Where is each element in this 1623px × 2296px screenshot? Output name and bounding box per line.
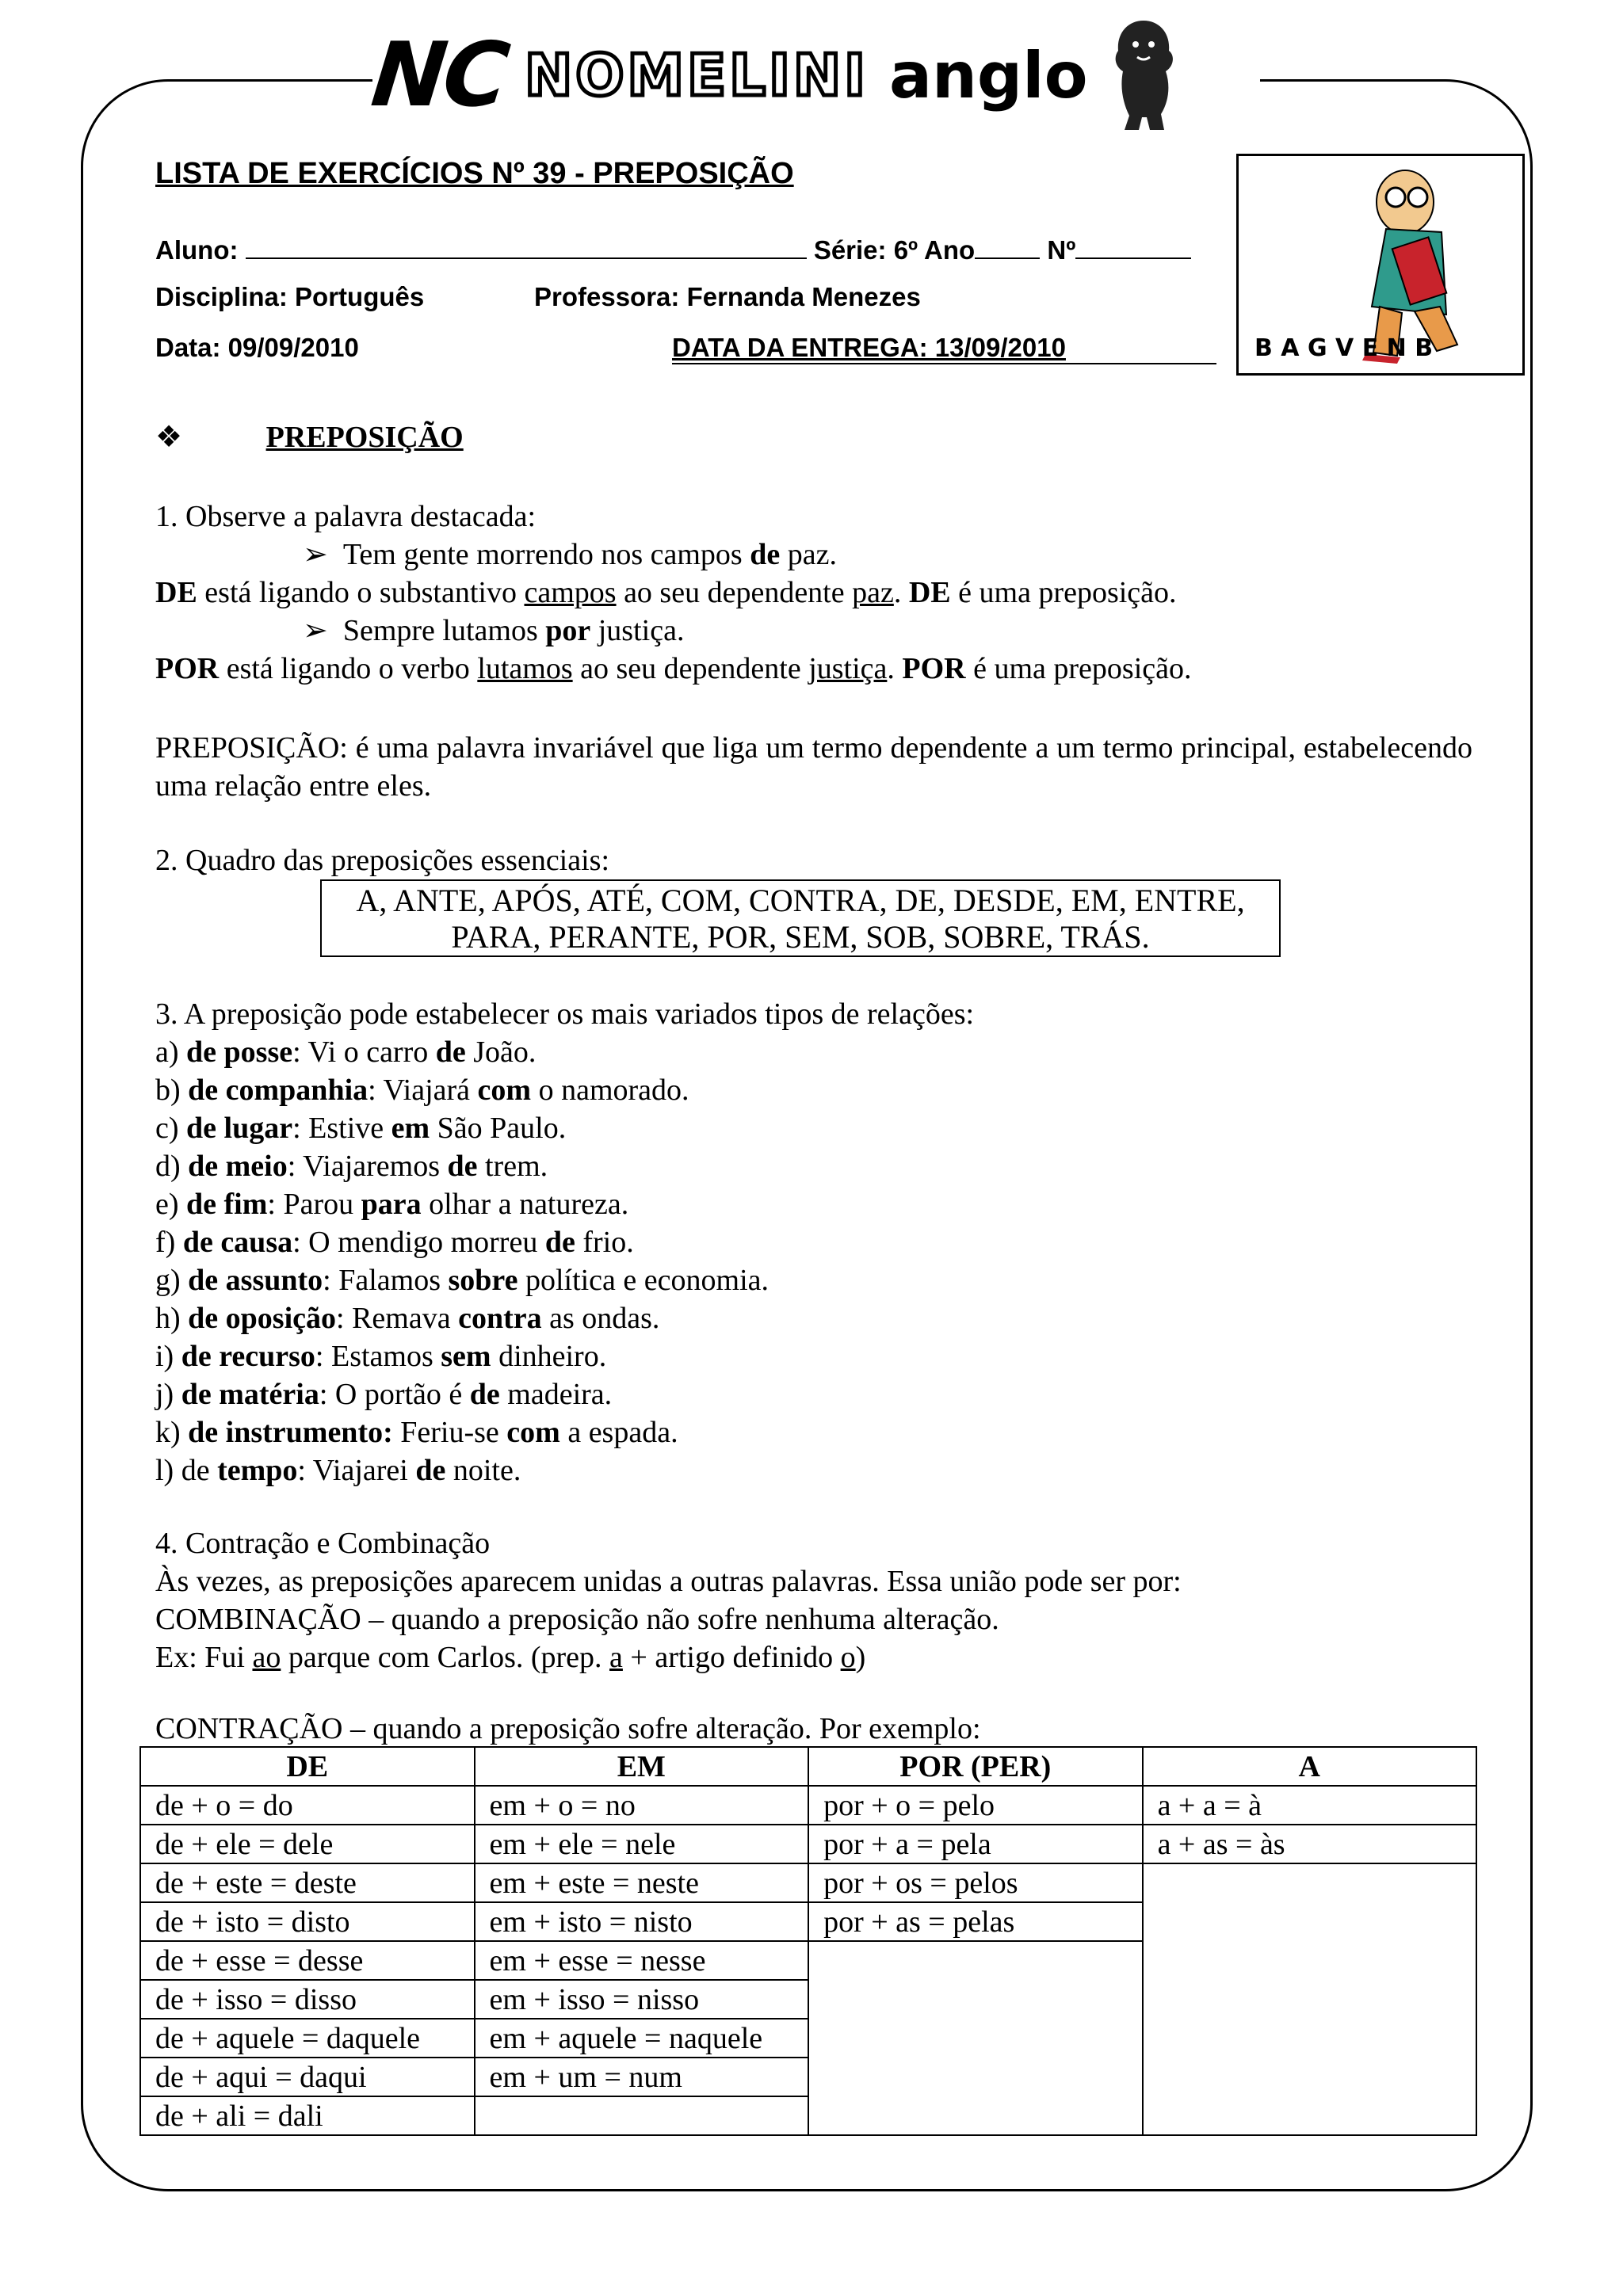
table-header-por: POR (PER) (808, 1747, 1143, 1786)
table-row (140, 1863, 1476, 1902)
reading-man-illustration-icon (1239, 156, 1522, 373)
table-cell-empty (475, 2096, 809, 2135)
q4-block (155, 1524, 1182, 1676)
table-cell: de + aqui = daqui (140, 2058, 475, 2096)
q4-example: Ex: Fui ao parque com Carlos. (prep. a + artigo definido o) (155, 1641, 866, 1674)
q1-block (155, 498, 1192, 688)
table-cell: por + a = pela (808, 1825, 1143, 1863)
section-heading (155, 418, 464, 456)
table-cell-empty (808, 1941, 1143, 2135)
illustration-box (1236, 154, 1525, 376)
table-cell: de + aquele = daquele (140, 2019, 475, 2058)
contracao-line: CONTRAÇÃO – quando a preposição sofre alteração. Por exemplo: (155, 1712, 981, 1745)
definition-paragraph: PREPOSIÇÃO: é uma palavra invariável que liga um termo dependente a um termo principal, estabelecendo uma relação entre eles. (155, 731, 1472, 803)
table-cell: em + aquele = naquele (475, 2019, 809, 2058)
table-cell: em + o = no (475, 1786, 809, 1825)
table-cell: em + isto = nisto (475, 1902, 809, 1941)
q2-intro: 2. Quadro das preposições essenciais: (155, 844, 610, 877)
table-header-em: EM (475, 1747, 809, 1786)
q4-line-2: COMBINAÇÃO – quando a preposição não sofre nenhuma alteração. (155, 1603, 999, 1636)
data-label: Data: 09/09/2010 (155, 333, 359, 362)
table-cell: de + o = do (140, 1786, 475, 1825)
relation-item: k) de instrumento: Feriu-se com a espada. (155, 1416, 678, 1449)
table-cell: de + ali = dali (140, 2096, 475, 2135)
table-row (140, 1825, 1476, 1863)
table-cell: de + esse = desse (140, 1941, 475, 1980)
relation-item: l) de tempo: Viajarei de noite. (155, 1454, 521, 1487)
table-cell: a + a = à (1143, 1786, 1476, 1825)
lion-icon (1106, 16, 1182, 135)
table-cell: de + ele = dele (140, 1825, 475, 1863)
numero-blank[interactable] (1075, 231, 1191, 259)
numero-label: Nº (1047, 235, 1076, 265)
relation-item: i) de recurso: Estamos sem dinheiro. (155, 1340, 607, 1373)
q4-line-1: Às vezes, as preposições aparecem unidas a outras palavras. Essa união pode ser por: (155, 1565, 1182, 1598)
relation-item: a) de posse: Vi o carro de João. (155, 1035, 537, 1069)
serie-blank[interactable] (975, 231, 1040, 259)
table-cell: de + isto = disto (140, 1902, 475, 1941)
entrega-label: DATA DA ENTREGA: 13/09/2010 (672, 333, 1216, 364)
illustration-letters: B A G V E N B (1254, 334, 1434, 362)
relation-item: d) de meio: Viajaremos de trem. (155, 1150, 548, 1183)
table-cell: por + as = pelas (808, 1902, 1143, 1941)
q1-example-2: ➢ Sempre lutamos por justiça. (303, 614, 685, 647)
section-title: PREPOSIÇÃO (265, 421, 464, 454)
relation-item: e) de fim: Parou para olhar a natureza. (155, 1188, 629, 1221)
q3-list (155, 1033, 974, 1489)
brand-header (367, 16, 1260, 135)
table-cell: em + ele = nele (475, 1825, 809, 1863)
q3-block (155, 995, 974, 1489)
relation-item: f) de causa: O mendigo morreu de frio. (155, 1226, 634, 1259)
aluno-label: Aluno: (155, 235, 239, 265)
prepositions-line-1: A, ANTE, APÓS, ATÉ, COM, CONTRA, DE, DESDE, EM, ENTRE, (356, 883, 1245, 918)
relation-item: j) de matéria: O portão é de madeira. (155, 1378, 613, 1411)
relation-item: b) de companhia: Viajará com o namorado. (155, 1074, 689, 1107)
student-row (155, 231, 1191, 265)
table-cell: em + isso = nisso (475, 1980, 809, 2019)
q4-intro: 4. Contração e Combinação (155, 1527, 491, 1560)
relation-item: c) de lugar: Estive em São Paulo. (155, 1112, 567, 1145)
brand-sub: anglo (888, 38, 1088, 113)
relation-item: h) de oposição: Remava contra as ondas. (155, 1302, 660, 1335)
relation-item: g) de assunto: Falamos sobre política e economia. (155, 1264, 769, 1297)
aluno-blank[interactable] (246, 231, 807, 259)
contraction-table (139, 1746, 1477, 2136)
table-cell: em + este = neste (475, 1863, 809, 1902)
page-title: LISTA DE EXERCÍCIOS Nº 39 - PREPOSIÇÃO (155, 157, 794, 190)
bullet-icon: ❖ (155, 421, 183, 454)
table-cell: por + os = pelos (808, 1863, 1143, 1902)
q1-explanation-1: DE está ligando o substantivo campos ao seu dependente paz. DE é uma preposição. (155, 576, 1177, 609)
brand-name: NOMELINI (524, 42, 869, 109)
serie-label: Série: 6º Ano (813, 235, 976, 265)
table-cell: de + isso = disso (140, 1980, 475, 2019)
table-cell: em + esse = nesse (475, 1941, 809, 1980)
prepositions-line-2: PARA, PERANTE, POR, SEM, SOB, SOBRE, TRÁS. (451, 919, 1150, 955)
table-cell-empty (1143, 1863, 1476, 2135)
table-row (140, 1786, 1476, 1825)
table-cell: em + um = num (475, 2058, 809, 2096)
q1-explanation-2: POR está ligando o verbo lutamos ao seu dependente justiça. POR é uma preposição. (155, 652, 1192, 685)
q3-intro: 3. A preposição pode estabelecer os mais variados tipos de relações: (155, 997, 975, 1031)
professora-label: Professora: Fernanda Menezes (534, 282, 921, 311)
brand-nc-logo: NC (367, 24, 511, 127)
table-header-a: A (1143, 1747, 1476, 1786)
prepositions-box (320, 879, 1281, 957)
q1-example-1: ➢ Tem gente morrendo nos campos de paz. (303, 538, 837, 571)
table-header-de: DE (140, 1747, 475, 1786)
table-cell: por + o = pelo (808, 1786, 1143, 1825)
disciplina-label: Disciplina: Português (155, 282, 425, 311)
q1-intro: 1. Observe a palavra destacada: (155, 500, 537, 533)
table-cell: a + as = às (1143, 1825, 1476, 1863)
table-cell: de + este = deste (140, 1863, 475, 1902)
